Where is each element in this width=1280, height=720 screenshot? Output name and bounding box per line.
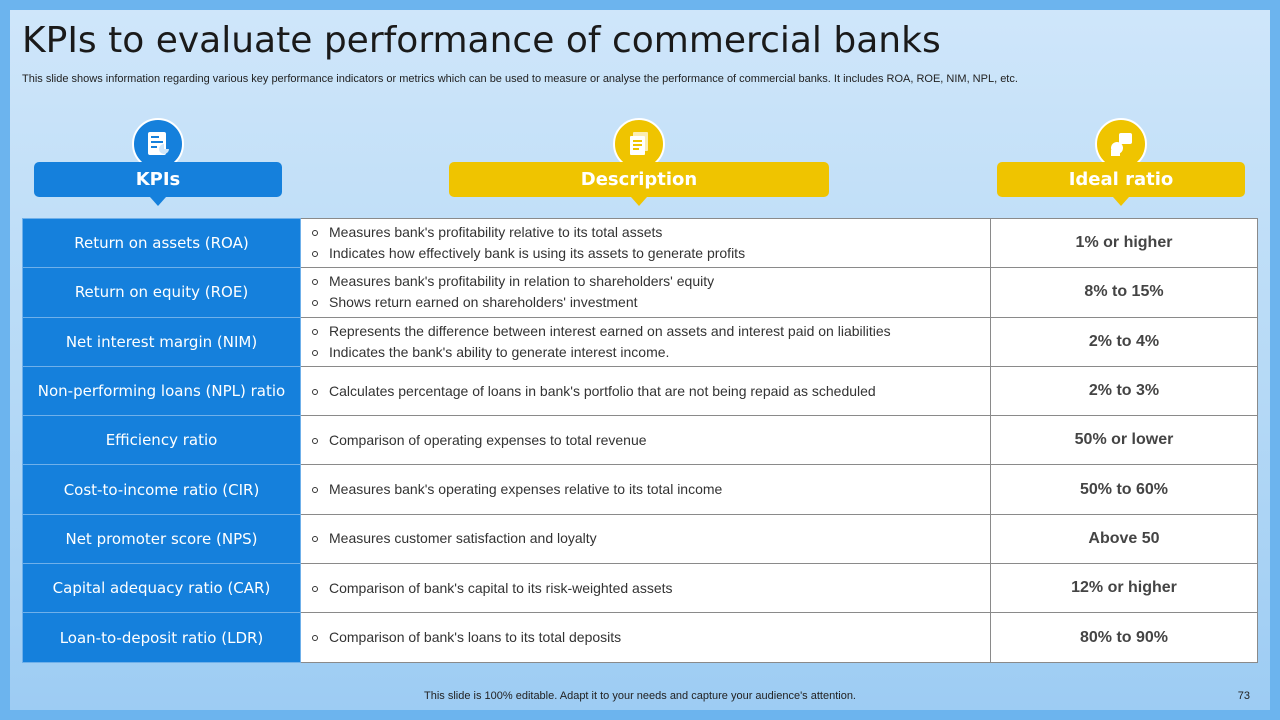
ideal-ratio-cell: Above 50 [991, 514, 1258, 563]
description-bullet: Comparison of bank's capital to its risk-weighted assets [311, 578, 990, 599]
description-cell [301, 219, 991, 268]
description-bullet: Indicates how effectively bank is using its assets to generate profits [311, 243, 990, 264]
description-bullet: Measures bank's profitability relative to its total assets [311, 222, 990, 243]
description-bullet: Measures bank's operating expenses relative to its total income [311, 479, 990, 500]
kpis-header-label: KPIs [135, 169, 181, 190]
ideal-ratio-header [997, 162, 1245, 197]
description-cell [301, 366, 991, 415]
kpi-cell: Loan-to-deposit ratio (LDR) [23, 613, 301, 662]
table-row [23, 416, 1258, 465]
description-bullet: Comparison of bank's loans to its total deposits [311, 627, 990, 648]
footer-note: This slide is 100% editable. Adapt it to your needs and capture your audience's attention. [424, 690, 856, 702]
ideal-ratio-cell: 2% to 3% [991, 366, 1258, 415]
kpi-cell: Cost-to-income ratio (CIR) [23, 465, 301, 514]
ideal-ratio-header-label: Ideal ratio [1068, 169, 1174, 190]
ideal-ratio-cell: 2% to 4% [991, 317, 1258, 366]
table-row [23, 465, 1258, 514]
ideal-ratio-cell: 8% to 15% [991, 268, 1258, 317]
kpi-cell: Return on equity (ROE) [23, 268, 301, 317]
description-cell [301, 317, 991, 366]
kpi-cell: Capital adequacy ratio (CAR) [23, 564, 301, 613]
table-row [23, 613, 1258, 662]
description-cell [301, 564, 991, 613]
description-cell [301, 514, 991, 563]
description-bullet: Measures bank's profitability in relation to shareholders' equity [311, 271, 990, 292]
description-bullet: Shows return earned on shareholders' investment [311, 292, 990, 313]
table-row [23, 317, 1258, 366]
description-cell [301, 268, 991, 317]
ideal-ratio-cell: 80% to 90% [991, 613, 1258, 662]
description-header [449, 162, 829, 197]
description-bullet: Calculates percentage of loans in bank's portfolio that are not being repaid as scheduled [311, 381, 990, 402]
description-bullet: Comparison of operating expenses to total revenue [311, 430, 990, 451]
ideal-ratio-cell: 50% or lower [991, 416, 1258, 465]
description-bullet: Represents the difference between interest earned on assets and interest paid on liabilities [311, 321, 990, 342]
table-row [23, 514, 1258, 563]
kpi-table [22, 218, 1258, 663]
table-row [23, 268, 1258, 317]
kpis-header [34, 162, 282, 197]
page-subtitle: This slide shows information regarding various key performance indicators or metrics which can be used to measure or analyse the performance of commercial banks. It includes ROA, ROE, NIM, NPL, etc. [22, 73, 1018, 85]
kpi-cell: Return on assets (ROA) [23, 219, 301, 268]
description-header-label: Description [580, 169, 698, 190]
ideal-ratio-cell: 12% or higher [991, 564, 1258, 613]
kpi-cell: Net promoter score (NPS) [23, 514, 301, 563]
kpi-cell: Net interest margin (NIM) [23, 317, 301, 366]
description-bullet: Indicates the bank's ability to generate interest income. [311, 342, 990, 363]
page-title: KPIs to evaluate performance of commercial banks [22, 20, 941, 61]
kpi-cell: Efficiency ratio [23, 416, 301, 465]
ideal-ratio-cell: 50% to 60% [991, 465, 1258, 514]
table-row [23, 564, 1258, 613]
slide [10, 10, 1270, 710]
description-bullet: Measures customer satisfaction and loyalty [311, 528, 990, 549]
description-cell [301, 465, 991, 514]
table-row [23, 219, 1258, 268]
table-row [23, 366, 1258, 415]
description-cell [301, 416, 991, 465]
ideal-ratio-cell: 1% or higher [991, 219, 1258, 268]
page-number: 73 [1237, 690, 1250, 702]
kpi-cell: Non-performing loans (NPL) ratio [23, 366, 301, 415]
description-cell [301, 613, 991, 662]
